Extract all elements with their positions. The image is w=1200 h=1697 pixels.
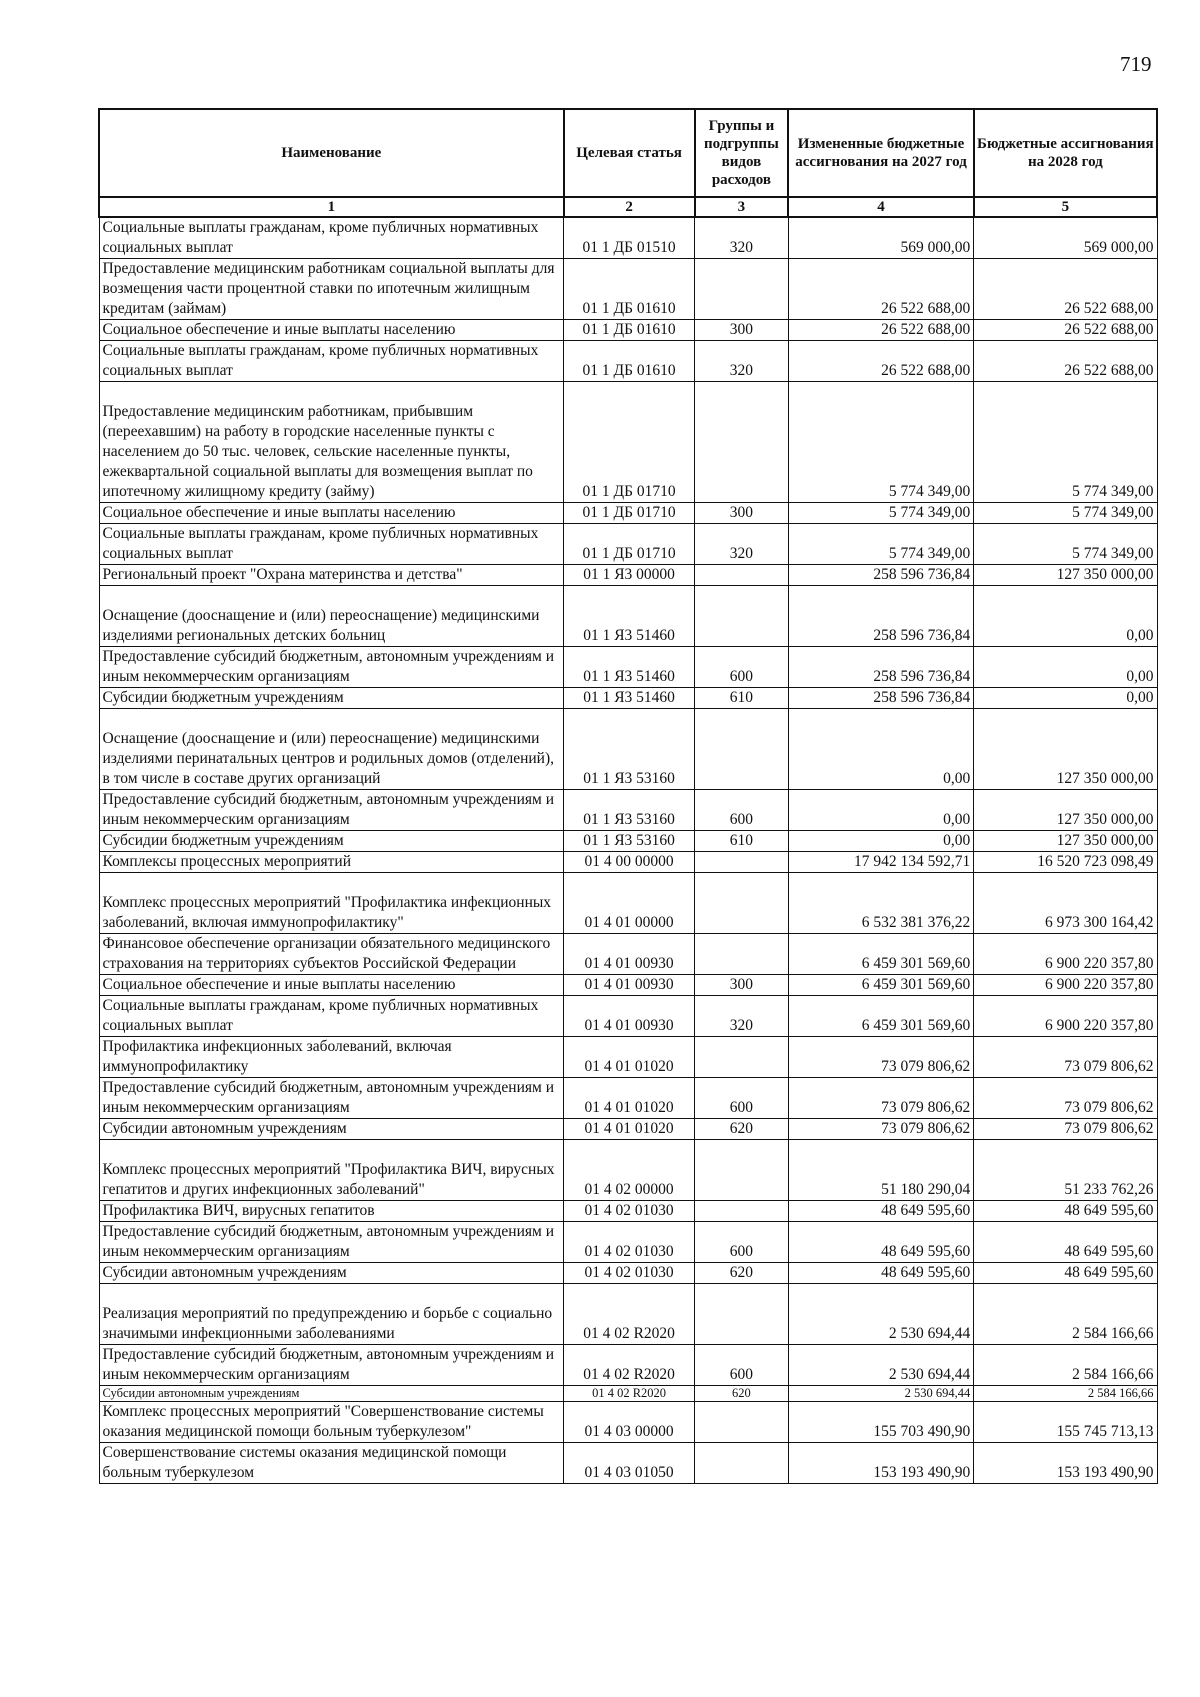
cell-amount-2027: 2 530 694,44 xyxy=(788,1284,973,1345)
cell-amount-2027: 155 703 490,90 xyxy=(788,1402,973,1443)
table-row xyxy=(99,586,1157,647)
cell-name: Совершенствование системы оказания медицинской помощи больным туберкулезом xyxy=(99,1443,564,1484)
cell-amount-2028: 6 900 220 357,80 xyxy=(974,996,1157,1037)
cell-expense-group: 620 xyxy=(695,1386,789,1402)
cell-amount-2028: 48 649 595,60 xyxy=(974,1201,1157,1222)
table-row xyxy=(99,341,1157,382)
cell-name: Оснащение (дооснащение и (или) переоснащение) медицинскими изделиями региональных детских больниц xyxy=(99,586,564,647)
cell-expense-group xyxy=(695,934,789,975)
cell-name: Комплекс процессных мероприятий "Совершенствование системы оказания медицинской помощи больным туберкулезом" xyxy=(99,1402,564,1443)
table-row xyxy=(99,1402,1157,1443)
cell-expense-group xyxy=(695,586,789,647)
cell-amount-2027: 5 774 349,00 xyxy=(788,382,973,503)
cell-name: Комплексы процессных мероприятий xyxy=(99,852,564,873)
table-row xyxy=(99,1222,1157,1263)
table-row xyxy=(99,382,1157,503)
cell-expense-group: 610 xyxy=(695,688,789,709)
cell-expense-group xyxy=(695,873,789,934)
cell-amount-2027: 258 596 736,84 xyxy=(788,586,973,647)
cell-name: Социальные выплаты гражданам, кроме публичных нормативных социальных выплат xyxy=(99,341,564,382)
table-row xyxy=(99,996,1157,1037)
table-row xyxy=(99,320,1157,341)
cell-amount-2028: 26 522 688,00 xyxy=(974,259,1157,320)
cell-amount-2028: 73 079 806,62 xyxy=(974,1119,1157,1140)
cell-amount-2028: 2 584 166,66 xyxy=(974,1386,1157,1402)
cell-target-article: 01 4 03 01050 xyxy=(564,1443,695,1484)
table-row xyxy=(99,1201,1157,1222)
table-row xyxy=(99,1263,1157,1284)
cell-amount-2028: 26 522 688,00 xyxy=(974,341,1157,382)
cell-expense-group: 620 xyxy=(695,1119,789,1140)
cell-target-article: 01 1 Я3 53160 xyxy=(564,831,695,852)
cell-target-article: 01 4 02 R2020 xyxy=(564,1386,695,1402)
cell-target-article: 01 1 ДБ 01710 xyxy=(564,382,695,503)
table-row xyxy=(99,1140,1157,1201)
cell-target-article: 01 1 ДБ 01610 xyxy=(564,320,695,341)
cell-amount-2028: 2 584 166,66 xyxy=(974,1345,1157,1386)
cell-target-article: 01 4 01 01020 xyxy=(564,1078,695,1119)
cell-amount-2027: 258 596 736,84 xyxy=(788,647,973,688)
cell-amount-2028: 569 000,00 xyxy=(974,217,1157,259)
table-row xyxy=(99,565,1157,586)
column-number: 2 xyxy=(564,197,695,217)
cell-amount-2028: 51 233 762,26 xyxy=(974,1140,1157,1201)
cell-amount-2027: 0,00 xyxy=(788,790,973,831)
cell-amount-2027: 0,00 xyxy=(788,709,973,790)
cell-amount-2027: 5 774 349,00 xyxy=(788,503,973,524)
table-row xyxy=(99,1078,1157,1119)
cell-target-article: 01 1 ДБ 01510 xyxy=(564,217,695,259)
cell-amount-2028: 26 522 688,00 xyxy=(974,320,1157,341)
cell-expense-group: 320 xyxy=(695,996,789,1037)
cell-expense-group xyxy=(695,1140,789,1201)
column-number: 3 xyxy=(695,197,789,217)
cell-name: Социальные выплаты гражданам, кроме публичных нормативных социальных выплат xyxy=(99,996,564,1037)
cell-expense-group xyxy=(695,852,789,873)
cell-target-article: 01 4 01 00930 xyxy=(564,975,695,996)
cell-amount-2027: 51 180 290,04 xyxy=(788,1140,973,1201)
cell-amount-2028: 0,00 xyxy=(974,586,1157,647)
cell-amount-2028: 48 649 595,60 xyxy=(974,1263,1157,1284)
cell-amount-2028: 127 350 000,00 xyxy=(974,790,1157,831)
cell-amount-2028: 48 649 595,60 xyxy=(974,1222,1157,1263)
table-row xyxy=(99,709,1157,790)
header-amount-2028: Бюджетные ассигнования на 2028 год xyxy=(974,109,1157,197)
table-row xyxy=(99,259,1157,320)
cell-amount-2027: 48 649 595,60 xyxy=(788,1201,973,1222)
table-body xyxy=(99,217,1157,1484)
cell-name: Социальное обеспечение и иные выплаты населению xyxy=(99,503,564,524)
table-row xyxy=(99,647,1157,688)
cell-target-article: 01 1 Я3 51460 xyxy=(564,586,695,647)
cell-name: Предоставление субсидий бюджетным, автономным учреждениям и иным некоммерческим организациям xyxy=(99,1222,564,1263)
cell-expense-group: 320 xyxy=(695,217,789,259)
cell-expense-group: 320 xyxy=(695,524,789,565)
cell-target-article: 01 4 01 00000 xyxy=(564,873,695,934)
table-row xyxy=(99,1443,1157,1484)
cell-expense-group: 600 xyxy=(695,1222,789,1263)
cell-name: Комплекс процессных мероприятий "Профилактика инфекционных заболеваний, включая иммунопрофилактику" xyxy=(99,873,564,934)
cell-expense-group xyxy=(695,709,789,790)
cell-amount-2027: 6 532 381 376,22 xyxy=(788,873,973,934)
cell-amount-2027: 6 459 301 569,60 xyxy=(788,996,973,1037)
table-row xyxy=(99,688,1157,709)
cell-amount-2028: 2 584 166,66 xyxy=(974,1284,1157,1345)
table-row xyxy=(99,1386,1157,1402)
cell-amount-2027: 48 649 595,60 xyxy=(788,1263,973,1284)
table-row xyxy=(99,1037,1157,1078)
cell-amount-2028: 127 350 000,00 xyxy=(974,831,1157,852)
cell-amount-2028: 6 900 220 357,80 xyxy=(974,934,1157,975)
cell-name: Субсидии бюджетным учреждениям xyxy=(99,688,564,709)
cell-name: Предоставление субсидий бюджетным, автономным учреждениям и иным некоммерческим организациям xyxy=(99,790,564,831)
cell-target-article: 01 4 02 R2020 xyxy=(564,1345,695,1386)
cell-name: Оснащение (дооснащение и (или) переоснащение) медицинскими изделиями перинатальных центров и родильных домов (отделений), в том числе в составе других организаций xyxy=(99,709,564,790)
header-expense-groups: Группы и подгруппы видов расходов xyxy=(695,109,789,197)
table-row xyxy=(99,852,1157,873)
cell-amount-2028: 0,00 xyxy=(974,688,1157,709)
cell-expense-group xyxy=(695,259,789,320)
cell-target-article: 01 1 ДБ 01710 xyxy=(564,503,695,524)
cell-amount-2027: 26 522 688,00 xyxy=(788,320,973,341)
cell-expense-group: 600 xyxy=(695,1345,789,1386)
cell-target-article: 01 4 02 01030 xyxy=(564,1222,695,1263)
cell-target-article: 01 4 03 00000 xyxy=(564,1402,695,1443)
cell-target-article: 01 4 01 01020 xyxy=(564,1037,695,1078)
cell-name: Предоставление субсидий бюджетным, автономным учреждениям и иным некоммерческим организациям xyxy=(99,1345,564,1386)
cell-target-article: 01 1 ДБ 01710 xyxy=(564,524,695,565)
table-row xyxy=(99,790,1157,831)
table-row xyxy=(99,503,1157,524)
cell-expense-group: 600 xyxy=(695,1078,789,1119)
cell-amount-2028: 6 973 300 164,42 xyxy=(974,873,1157,934)
cell-expense-group: 600 xyxy=(695,647,789,688)
cell-name: Социальные выплаты гражданам, кроме публичных нормативных социальных выплат xyxy=(99,524,564,565)
cell-amount-2028: 155 745 713,13 xyxy=(974,1402,1157,1443)
column-number-row xyxy=(99,197,1157,217)
cell-target-article: 01 4 01 01020 xyxy=(564,1119,695,1140)
cell-expense-group xyxy=(695,1284,789,1345)
cell-target-article: 01 4 01 00930 xyxy=(564,934,695,975)
header-amount-2027: Измененные бюджетные ассигнования на 2027 год xyxy=(788,109,973,197)
cell-name: Предоставление субсидий бюджетным, автономным учреждениям и иным некоммерческим организациям xyxy=(99,647,564,688)
cell-expense-group: 620 xyxy=(695,1263,789,1284)
cell-target-article: 01 1 Я3 51460 xyxy=(564,688,695,709)
cell-amount-2027: 0,00 xyxy=(788,831,973,852)
cell-target-article: 01 1 ДБ 01610 xyxy=(564,341,695,382)
table-row xyxy=(99,934,1157,975)
cell-amount-2027: 2 530 694,44 xyxy=(788,1386,973,1402)
cell-name: Предоставление медицинским работникам, прибывшим (переехавшим) на работу в городские населенные пункты с населением до 50 тыс. человек, сельские населенные пункты, ежеквартальной социальной выплаты для возмещения выплат по ипотечному жилищному кредиту (займу) xyxy=(99,382,564,503)
cell-amount-2027: 153 193 490,90 xyxy=(788,1443,973,1484)
cell-target-article: 01 4 02 00000 xyxy=(564,1140,695,1201)
cell-target-article: 01 1 Я3 53160 xyxy=(564,790,695,831)
cell-target-article: 01 1 Я3 53160 xyxy=(564,709,695,790)
cell-name: Реализация мероприятий по предупреждению и борьбе с социально значимыми инфекционными заболеваниями xyxy=(99,1284,564,1345)
cell-target-article: 01 4 00 00000 xyxy=(564,852,695,873)
cell-name: Предоставление медицинским работникам социальной выплаты для возмещения части процентной ставки по ипотечным жилищным кредитам (займам) xyxy=(99,259,564,320)
cell-amount-2027: 17 942 134 592,71 xyxy=(788,852,973,873)
cell-amount-2027: 26 522 688,00 xyxy=(788,341,973,382)
budget-table xyxy=(98,108,1158,1484)
cell-amount-2027: 5 774 349,00 xyxy=(788,524,973,565)
cell-name: Социальные выплаты гражданам, кроме публичных нормативных социальных выплат xyxy=(99,217,564,259)
cell-amount-2027: 6 459 301 569,60 xyxy=(788,975,973,996)
cell-amount-2027: 2 530 694,44 xyxy=(788,1345,973,1386)
cell-target-article: 01 1 Я3 51460 xyxy=(564,647,695,688)
cell-expense-group xyxy=(695,1443,789,1484)
cell-amount-2028: 127 350 000,00 xyxy=(974,709,1157,790)
table-row xyxy=(99,1345,1157,1386)
cell-expense-group: 300 xyxy=(695,503,789,524)
cell-expense-group: 610 xyxy=(695,831,789,852)
cell-name: Субсидии автономным учреждениям xyxy=(99,1386,564,1402)
cell-target-article: 01 1 Я3 00000 xyxy=(564,565,695,586)
cell-amount-2028: 5 774 349,00 xyxy=(974,524,1157,565)
cell-target-article: 01 4 02 01030 xyxy=(564,1263,695,1284)
cell-name: Комплекс процессных мероприятий "Профилактика ВИЧ, вирусных гепатитов и других инфекционных заболеваний" xyxy=(99,1140,564,1201)
cell-expense-group: 600 xyxy=(695,790,789,831)
column-number: 4 xyxy=(788,197,973,217)
cell-amount-2028: 5 774 349,00 xyxy=(974,382,1157,503)
table-row xyxy=(99,975,1157,996)
cell-name: Профилактика ВИЧ, вирусных гепатитов xyxy=(99,1201,564,1222)
cell-amount-2028: 6 900 220 357,80 xyxy=(974,975,1157,996)
table-row xyxy=(99,831,1157,852)
cell-target-article: 01 1 ДБ 01610 xyxy=(564,259,695,320)
cell-name: Профилактика инфекционных заболеваний, включая иммунопрофилактику xyxy=(99,1037,564,1078)
cell-target-article: 01 4 02 R2020 xyxy=(564,1284,695,1345)
cell-expense-group: 320 xyxy=(695,341,789,382)
cell-amount-2027: 26 522 688,00 xyxy=(788,259,973,320)
cell-amount-2027: 569 000,00 xyxy=(788,217,973,259)
cell-amount-2027: 73 079 806,62 xyxy=(788,1119,973,1140)
cell-expense-group xyxy=(695,382,789,503)
cell-name: Региональный проект "Охрана материнства и детства" xyxy=(99,565,564,586)
cell-amount-2027: 48 649 595,60 xyxy=(788,1222,973,1263)
cell-name: Предоставление субсидий бюджетным, автономным учреждениям и иным некоммерческим организациям xyxy=(99,1078,564,1119)
cell-expense-group: 300 xyxy=(695,975,789,996)
table-row xyxy=(99,1119,1157,1140)
cell-amount-2028: 127 350 000,00 xyxy=(974,565,1157,586)
column-number: 5 xyxy=(974,197,1157,217)
cell-expense-group: 300 xyxy=(695,320,789,341)
table-row xyxy=(99,873,1157,934)
cell-expense-group xyxy=(695,565,789,586)
cell-amount-2028: 73 079 806,62 xyxy=(974,1078,1157,1119)
cell-name: Финансовое обеспечение организации обязательного медицинского страхования на территориях субъектов Российской Федерации xyxy=(99,934,564,975)
cell-amount-2028: 16 520 723 098,49 xyxy=(974,852,1157,873)
cell-name: Субсидии автономным учреждениям xyxy=(99,1119,564,1140)
header-target-article: Целевая статья xyxy=(564,109,695,197)
cell-name: Социальное обеспечение и иные выплаты населению xyxy=(99,320,564,341)
cell-name: Субсидии бюджетным учреждениям xyxy=(99,831,564,852)
column-number: 1 xyxy=(99,197,564,217)
cell-amount-2027: 6 459 301 569,60 xyxy=(788,934,973,975)
header-row xyxy=(99,109,1157,197)
cell-expense-group xyxy=(695,1402,789,1443)
table-row xyxy=(99,217,1157,259)
cell-name: Социальное обеспечение и иные выплаты населению xyxy=(99,975,564,996)
cell-target-article: 01 4 01 00930 xyxy=(564,996,695,1037)
page-number: 719 xyxy=(1120,52,1152,76)
cell-amount-2028: 153 193 490,90 xyxy=(974,1443,1157,1484)
cell-amount-2027: 73 079 806,62 xyxy=(788,1037,973,1078)
cell-name: Субсидии автономным учреждениям xyxy=(99,1263,564,1284)
cell-amount-2027: 258 596 736,84 xyxy=(788,565,973,586)
cell-amount-2028: 73 079 806,62 xyxy=(974,1037,1157,1078)
cell-amount-2028: 5 774 349,00 xyxy=(974,503,1157,524)
cell-expense-group xyxy=(695,1201,789,1222)
cell-amount-2027: 73 079 806,62 xyxy=(788,1078,973,1119)
table-row xyxy=(99,1284,1157,1345)
cell-amount-2027: 258 596 736,84 xyxy=(788,688,973,709)
header-name: Наименование xyxy=(99,109,564,197)
table-row xyxy=(99,524,1157,565)
cell-target-article: 01 4 02 01030 xyxy=(564,1201,695,1222)
cell-amount-2028: 0,00 xyxy=(974,647,1157,688)
cell-expense-group xyxy=(695,1037,789,1078)
